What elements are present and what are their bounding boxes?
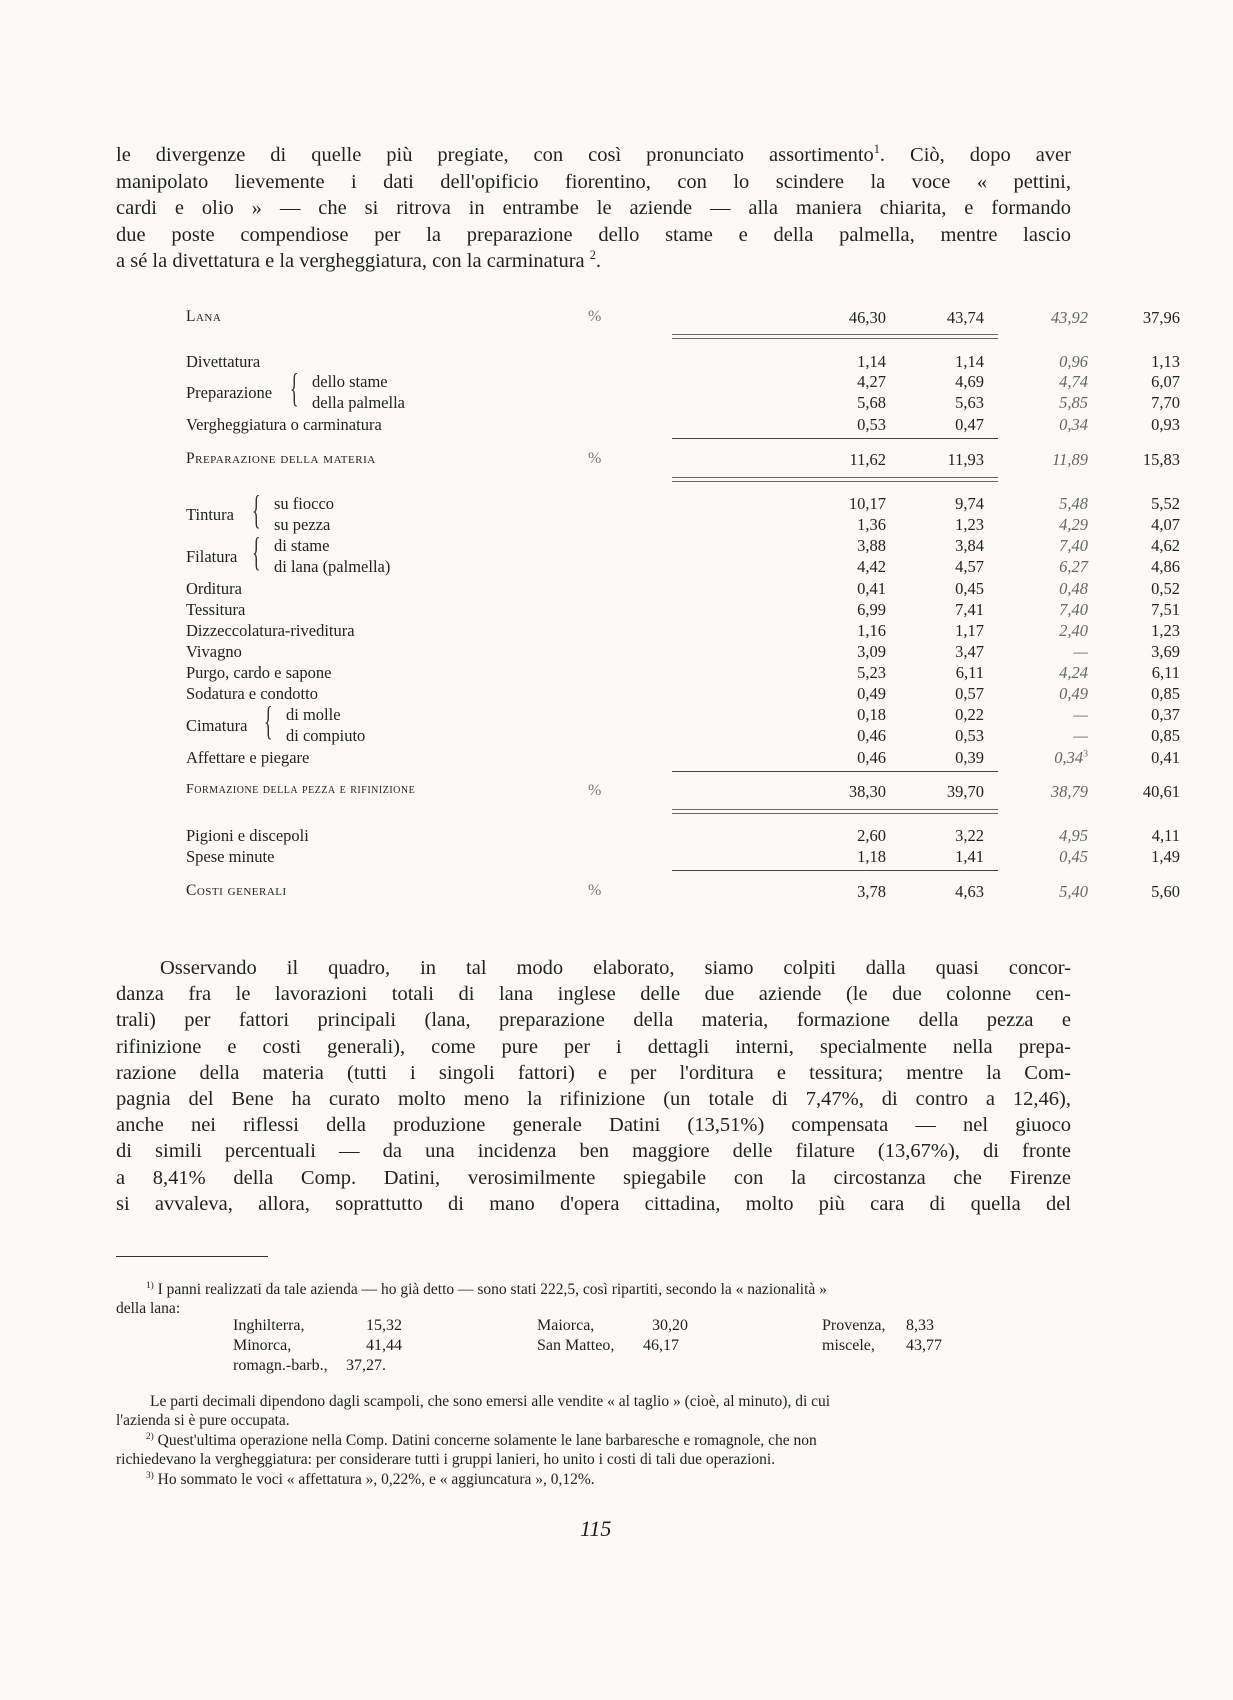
- cell: 39,70: [946, 782, 984, 801]
- text-line: le divergenze di quelle più pregiate, con così pronunciato assortimento$^1$. Ciò, dopo aver: [116, 142, 1071, 166]
- table-row: [186, 372, 1180, 394]
- sub-label: di compiuto: [286, 726, 366, 745]
- footnote-2: [146, 1431, 817, 1451]
- footnote-text: Ho sommato le voci « affettatura », 0,22%, e « aggiuncatura », 0,12%.: [157, 1471, 595, 1488]
- cell: 4,24: [1059, 663, 1088, 682]
- text-line: manipolato lievemente i dati dell'opificio fiorentino, con lo scindere la voce « pettini,: [116, 170, 1071, 193]
- cell: 38,79: [1050, 782, 1088, 801]
- table-row: [186, 684, 1180, 706]
- cell: 4,62: [1151, 536, 1180, 555]
- entry-value: 8,33: [906, 1317, 934, 1334]
- cell: 0,41: [857, 579, 886, 598]
- table-row: [186, 726, 1180, 748]
- cell: 5,68: [857, 393, 886, 412]
- text-line: trali) per fattori principali (lana, preparazione della materia, formazione della pezza e: [116, 1009, 1071, 1032]
- entry-name: Minorca,: [233, 1337, 292, 1354]
- row-label: Purgo, cardo e sapone: [186, 663, 332, 682]
- body-paragraph: [116, 955, 1071, 1217]
- cell: 0,49: [857, 684, 886, 703]
- cell: 6,07: [1151, 372, 1180, 391]
- row-label: Vergheggiatura o carminatura: [186, 415, 382, 434]
- cell: 4,27: [857, 372, 886, 391]
- cell: 0,45: [1059, 847, 1088, 866]
- text-line: cardi e olio » — che si ritrova in entrambe le aziende — alla maniera chiarita, e formando: [116, 197, 1071, 219]
- row-label: Dizzeccolatura-riveditura: [186, 621, 355, 640]
- entry-value: 15,32: [366, 1317, 402, 1334]
- row-label: Cimatura: [186, 716, 248, 735]
- cell: —: [1073, 726, 1088, 745]
- brace-icon: {: [264, 698, 273, 743]
- cell: 1,36: [857, 515, 886, 534]
- sub-label: su pezza: [274, 515, 331, 534]
- entry-name: romagn.-barb.,: [233, 1357, 328, 1374]
- footnote-1-note: Le parti decimali dipendono dagli scampoli, che sono emersi alle vendite « al taglio » (cioè, al minuto), di cui: [150, 1393, 831, 1410]
- cell: 1,17: [955, 621, 984, 640]
- cell: 0,52: [1151, 579, 1180, 598]
- cell: 11,62: [849, 450, 886, 469]
- cell: 5,63: [955, 393, 984, 412]
- cell: —: [1073, 705, 1088, 724]
- cell: 0,48: [1059, 579, 1088, 598]
- row-label: Vivagno: [186, 642, 242, 661]
- double-rule: [672, 477, 998, 482]
- cell: 7,40: [1059, 536, 1088, 555]
- cell: 37,96: [1142, 308, 1180, 327]
- table-row: [186, 847, 1180, 869]
- intro-paragraph: [116, 142, 1071, 275]
- cell: 0,85: [1151, 726, 1180, 745]
- footnote-separator: [116, 1256, 268, 1257]
- entry-value: 43,77: [906, 1337, 942, 1354]
- cell: 10,17: [848, 494, 886, 513]
- row-label: Filatura: [186, 547, 238, 566]
- cell: 15,83: [1142, 450, 1180, 469]
- cell: 7,41: [955, 600, 984, 619]
- entry-name: miscele,: [822, 1337, 875, 1354]
- cell: 0,96: [1059, 352, 1088, 371]
- footnote-1-cont: della lana:: [116, 1300, 181, 1317]
- cell: 1,13: [1151, 352, 1180, 371]
- table-row: [186, 415, 1180, 437]
- list-item: [537, 1316, 737, 1336]
- table-row-formazione-pezza: [186, 782, 1180, 804]
- row-label: Orditura: [186, 579, 242, 598]
- list-item: [822, 1316, 1022, 1336]
- cell: 43,74: [946, 308, 984, 327]
- table-row: [186, 663, 1180, 685]
- section-label: Preparazione della materia: [186, 450, 376, 467]
- footnote-1-note-cont: l'azienda si è pure occupata.: [116, 1412, 290, 1429]
- cell: 3,47: [955, 642, 984, 661]
- text-line: rifinizione e costi generali), come pure per i dettagli interni, specialmente nella prepa-: [116, 1035, 1071, 1058]
- cell: 1,49: [1151, 847, 1180, 866]
- cell: 6,27: [1059, 557, 1088, 576]
- entry-value: 41,44: [366, 1337, 402, 1354]
- cell: 7,70: [1151, 393, 1180, 412]
- cell: 4,42: [857, 557, 886, 576]
- table-row: [186, 705, 1180, 727]
- list-item: [233, 1356, 433, 1376]
- cell: 0,47: [955, 415, 984, 434]
- cell: 4,29: [1059, 515, 1088, 534]
- cell: 38,30: [848, 782, 886, 801]
- table-row: [186, 352, 1180, 374]
- section-label: Costi generali: [186, 882, 287, 899]
- cell: 0,53: [955, 726, 984, 745]
- cell: 7,40: [1059, 600, 1088, 619]
- total-rule: [672, 870, 998, 871]
- footnote-text: Quest'ultima operazione nella Comp. Datini concerne solamente le lane barbaresche e romagnole, che non: [157, 1432, 817, 1449]
- cell: 0,85: [1151, 684, 1180, 703]
- cell: 1,18: [857, 847, 886, 866]
- cell: 6,99: [857, 600, 886, 619]
- cell: 6,11: [955, 663, 984, 682]
- footnote-ref[interactable]: 1: [873, 142, 880, 157]
- text-line: a sé la divettatura e la vergheggiatura, con la carminatura $^2$.: [116, 248, 602, 272]
- footnote-marker: 3): [146, 1470, 154, 1481]
- cell: 0,57: [955, 684, 984, 703]
- cell: 5,40: [1059, 882, 1088, 901]
- cell: 3,78: [857, 882, 886, 901]
- cell: 1,16: [857, 621, 886, 640]
- page-number: 115: [580, 1516, 612, 1541]
- cell: 0,22: [955, 705, 984, 724]
- total-rule: [672, 438, 998, 439]
- table-row: [186, 494, 1180, 516]
- entry-value: 30,20: [652, 1317, 688, 1334]
- footnote-1-list-col2: [537, 1316, 737, 1356]
- cell: 1,23: [955, 515, 984, 534]
- cell: 5,60: [1151, 882, 1180, 901]
- sub-label: dello stame: [312, 372, 388, 391]
- table-row: [186, 600, 1180, 622]
- row-label: Affettare e piegare: [186, 748, 310, 767]
- percent-sign: %: [588, 450, 602, 467]
- table-row: [186, 748, 1180, 770]
- row-label: Tessitura: [186, 600, 246, 619]
- table-row-lana: [186, 308, 1180, 330]
- cell: 4,11: [1151, 826, 1180, 845]
- row-label: Spese minute: [186, 847, 275, 866]
- footnote-marker: 1): [146, 1280, 154, 1291]
- cell: 40,61: [1142, 782, 1180, 801]
- cell: 1,14: [857, 352, 886, 371]
- footnote-1-list-col1: [233, 1316, 433, 1376]
- cell: 4,07: [1151, 515, 1180, 534]
- cell: 0,53: [857, 415, 886, 434]
- text-line: anche nei riflessi della produzione generale Datini (13,51%) compensata — nel giuoco: [116, 1114, 1071, 1137]
- cell: 4,86: [1151, 557, 1180, 576]
- table-row: [186, 579, 1180, 601]
- percent-sign: %: [588, 882, 602, 899]
- sub-label: di lana (palmella): [274, 557, 391, 576]
- cell: 4,57: [955, 557, 984, 576]
- list-item: [822, 1336, 1022, 1356]
- cell: 6,11: [1151, 663, 1180, 682]
- row-label: Sodatura e condotto: [186, 684, 318, 703]
- cell: 4,95: [1059, 826, 1088, 845]
- cell: 5,23: [857, 663, 886, 682]
- text-line: danza fra le lavorazioni totali di lana inglese delle due aziende (le due colonne cen-: [116, 983, 1071, 1006]
- cell: 3,09: [857, 642, 886, 661]
- sub-label: di molle: [286, 705, 341, 724]
- cell: 0,46: [857, 748, 886, 767]
- entry-name: Maiorca,: [537, 1317, 595, 1334]
- list-item: [537, 1336, 737, 1356]
- cell: 4,74: [1059, 372, 1088, 391]
- text-line: due poste compendiose per la preparazione dello stame e della palmella, mentre lascio: [116, 223, 1071, 246]
- table-row-costi-generali: [186, 882, 1180, 904]
- cell: 0,93: [1151, 415, 1180, 434]
- footnote-2-cont: richiedevano la vergheggiatura: per considerare tutti i gruppi lanieri, ho unito i costi di tali due operazioni.: [116, 1451, 776, 1468]
- list-item: [233, 1316, 433, 1336]
- double-rule: [672, 334, 998, 339]
- sub-label: su fiocco: [274, 494, 335, 513]
- footnote-ref[interactable]: 3: [1083, 748, 1088, 760]
- list-item: [233, 1336, 433, 1356]
- cell: 43,92: [1050, 308, 1088, 327]
- entry-value: 37,27.: [346, 1357, 386, 1374]
- cell: 5,52: [1151, 494, 1180, 513]
- cell: 1,23: [1151, 621, 1180, 640]
- cell: 3,69: [1151, 642, 1180, 661]
- cell: 9,74: [955, 494, 984, 513]
- cell: 2,60: [857, 826, 886, 845]
- section-label: Lana: [186, 308, 222, 325]
- brace-icon: {: [290, 365, 299, 410]
- text-line: Osservando il quadro, in tal modo elaborato, siamo colpiti dalla quasi concor-: [160, 957, 1071, 979]
- table-row: [186, 621, 1180, 643]
- entry-name: Provenza,: [822, 1317, 886, 1334]
- percent-sign: %: [588, 782, 602, 799]
- footnote-text: I panni realizzati da tale azienda — ho già detto — sono stati 222,5, così ripartiti, secondo la « nazionalità »: [157, 1281, 827, 1298]
- text-line: razione della materia (tutti i singoli fattori) e per l'orditura e tessitura; mentre la Com-: [116, 1061, 1071, 1084]
- cell: 0,45: [955, 579, 984, 598]
- text-line: di simili percentuali — da una incidenza ben maggiore delle filature (13,67%), di fronte: [116, 1140, 1071, 1163]
- cell: 0,18: [857, 705, 886, 724]
- double-rule: [672, 809, 998, 814]
- cell: 3,22: [955, 826, 984, 845]
- row-label: Pigioni e discepoli: [186, 826, 309, 845]
- table-row: [186, 515, 1180, 537]
- cell: 3,84: [955, 536, 984, 555]
- cell: 11,93: [947, 450, 984, 469]
- entry-name: Inghilterra,: [233, 1317, 305, 1334]
- section-label: Formazione della pezza e rifinizione: [186, 782, 416, 797]
- footnote-ref[interactable]: 2: [589, 248, 596, 263]
- cell: 4,69: [955, 372, 984, 391]
- total-rule: [672, 771, 998, 772]
- cell: 0,34$^3$: [1054, 748, 1088, 767]
- sub-label: della palmella: [312, 393, 405, 412]
- brace-icon: {: [252, 529, 261, 574]
- brace-icon: {: [252, 487, 261, 532]
- table-row: [186, 536, 1180, 558]
- cell: 0,46: [857, 726, 886, 745]
- cell: 3,88: [857, 536, 886, 555]
- table-row-preparazione-materia: [186, 450, 1180, 472]
- table-row: [186, 393, 1180, 415]
- table-row: [186, 557, 1180, 579]
- cell: 0,41: [1151, 748, 1180, 767]
- cell: 0,37: [1151, 705, 1180, 724]
- table-row: [186, 826, 1180, 848]
- cell: 0,39: [955, 748, 984, 767]
- text-line: pagnia del Bene ha curato molto meno la rifinizione (un totale di 7,47%, di contro a 12,46),: [116, 1088, 1071, 1111]
- percent-sign: %: [588, 308, 602, 325]
- text-line: a 8,41% della Comp. Datini, verosimilmente spiegabile con la circostanza che Firenze: [116, 1166, 1071, 1189]
- row-label: Tintura: [186, 505, 234, 524]
- cell: —: [1073, 642, 1088, 661]
- sub-label: di stame: [274, 536, 330, 555]
- cell: 4,63: [955, 882, 984, 901]
- footnote-marker: 2): [146, 1431, 154, 1442]
- cell: 5,48: [1059, 494, 1088, 513]
- entry-name: San Matteo,: [537, 1337, 615, 1354]
- cell: 1,41: [955, 847, 984, 866]
- cell: 7,51: [1151, 600, 1180, 619]
- cell: 5,85: [1059, 393, 1088, 412]
- row-label: Preparazione: [186, 383, 273, 402]
- cell: 11,89: [1052, 450, 1088, 469]
- cell: 46,30: [848, 308, 886, 327]
- entry-value: 46,17: [643, 1337, 679, 1354]
- row-label: Divettatura: [186, 352, 261, 371]
- footnote-3: [146, 1470, 595, 1490]
- cell: 0,34: [1059, 415, 1088, 434]
- cell: 2,40: [1059, 621, 1088, 640]
- table-row: [186, 642, 1180, 664]
- cell: 0,49: [1059, 684, 1088, 703]
- cell: 1,14: [955, 352, 984, 371]
- footnote-1-list-col3: [822, 1316, 1022, 1356]
- footnote-1: [146, 1280, 827, 1300]
- text-line: si avvaleva, allora, soprattutto di mano d'opera cittadina, molto più cara di quella del: [116, 1192, 1071, 1215]
